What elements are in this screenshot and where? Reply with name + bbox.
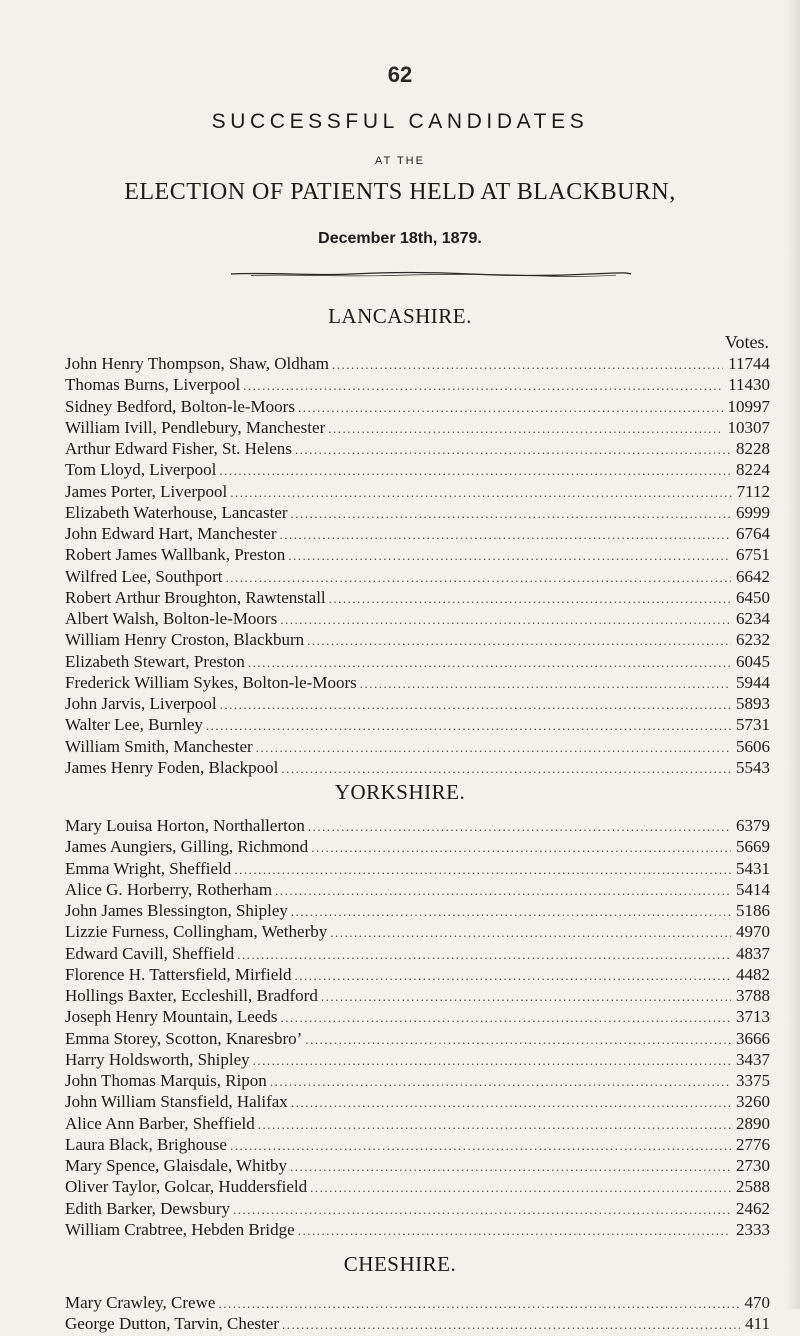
candidate-name: John Henry Thompson, Shaw, Oldham (65, 354, 329, 373)
candidate-name: Emma Storey, Scotton, Knaresbro’ (65, 1028, 303, 1048)
dot-leader (291, 901, 731, 922)
candidate-row (65, 879, 770, 900)
candidate-votes: 5606 (736, 736, 770, 756)
page-number: 62 (387, 62, 413, 87)
candidate-name: Elizabeth Stewart, Preston (65, 651, 245, 671)
candidate-name: Wilfred Lee, Southport (65, 566, 223, 586)
dot-leader (234, 859, 731, 880)
candidate-name: Arthur Edward Fisher, St. Helens (65, 439, 292, 458)
candidate-row (65, 693, 770, 714)
dot-leader (243, 375, 723, 396)
candidate-name: Edith Barker, Dewsbury (65, 1198, 231, 1218)
candidate-votes: 10307 (727, 417, 770, 437)
candidate-votes: 2730 (736, 1156, 770, 1175)
candidate-name: Edward Cavill, Sheffield (65, 943, 235, 963)
candidate-votes: 6999 (736, 502, 770, 522)
candidate-votes: 6450 (736, 587, 770, 607)
candidate-votes: 7112 (736, 481, 770, 501)
dot-leader (288, 545, 731, 566)
candidate-row (65, 921, 770, 942)
dot-leader (328, 418, 722, 439)
dot-leader (332, 354, 723, 375)
candidate-votes: 2776 (736, 1134, 770, 1154)
candidate-votes: 6642 (736, 566, 770, 586)
candidate-name: John Edward Hart, Manchester (65, 524, 277, 543)
candidate-row (65, 964, 770, 985)
candidate-row (65, 1219, 770, 1240)
dot-leader (305, 1029, 731, 1050)
candidate-votes: 6764 (736, 524, 770, 543)
heading-successful-candidates: SUCCESSFUL CANDIDATES (211, 110, 589, 133)
dot-leader (248, 652, 731, 673)
candidate-name: William Henry Croston, Blackburn (65, 630, 305, 650)
candidate-name: Hollings Baxter, Eccleshill, Bradford (65, 986, 318, 1005)
candidate-votes: 6379 (736, 816, 770, 835)
candidate-row (65, 374, 770, 395)
candidate-row (65, 1134, 770, 1155)
candidate-row (65, 1006, 770, 1027)
candidate-votes: 6751 (736, 545, 770, 565)
candidate-votes: 6045 (736, 651, 770, 671)
candidate-name: John William Stansfield, Halifax (65, 1092, 288, 1112)
candidate-name: Albert Walsh, Bolton-le-Moors (65, 609, 278, 628)
candidate-row (65, 502, 770, 523)
candidate-votes: 5543 (736, 757, 770, 777)
candidate-name: William Ivill, Pendlebury, Manchester (65, 417, 326, 437)
dot-leader (233, 1199, 731, 1220)
candidate-name: James Aungiers, Gilling, Richmond (65, 837, 309, 857)
candidate-name: William Smith, Manchester (65, 736, 253, 756)
candidate-row (65, 858, 770, 879)
candidate-votes: 3713 (736, 1007, 770, 1027)
candidate-name: Emma Wright, Sheffield (65, 858, 232, 878)
candidate-votes: 2333 (736, 1219, 770, 1239)
candidate-name: Harry Holdsworth, Shipley (65, 1049, 250, 1069)
candidate-votes: 5414 (736, 879, 770, 899)
candidate-votes: 6234 (736, 609, 770, 628)
dot-leader (275, 880, 731, 901)
candidate-votes: 3666 (736, 1028, 770, 1048)
candidate-name: Frederick William Sykes, Bolton-le-Moors (65, 672, 357, 692)
candidate-row (65, 1070, 770, 1091)
section-title-lancashire: LANCASHIRE. (328, 304, 472, 328)
candidate-row (65, 1155, 770, 1176)
candidate-row (65, 1028, 770, 1049)
candidate-row (65, 587, 770, 608)
candidate-row (65, 523, 770, 544)
dot-leader (219, 460, 731, 481)
dot-leader (360, 673, 731, 694)
candidate-row (65, 985, 770, 1006)
candidate-name: Lizzie Furness, Collingham, Wetherby (65, 922, 328, 942)
candidate-votes: 5893 (736, 694, 770, 713)
candidate-row (65, 1049, 770, 1070)
candidate-votes: 3788 (736, 986, 770, 1005)
dot-leader (258, 1114, 731, 1135)
candidate-row (65, 1292, 770, 1313)
dot-leader (295, 439, 731, 460)
candidate-votes: 4482 (736, 964, 770, 984)
candidate-row (65, 714, 770, 735)
candidate-votes: 2462 (736, 1198, 770, 1218)
candidate-row (65, 481, 770, 502)
candidate-row (65, 815, 770, 836)
candidate-name: Elizabeth Waterhouse, Lancaster (65, 502, 288, 522)
candidate-row (65, 396, 770, 417)
heading-at-the: AT THE (375, 155, 425, 167)
dot-leader (310, 1177, 731, 1198)
candidate-name: Thomas Burns, Liverpool (65, 375, 241, 395)
dot-leader (218, 1293, 739, 1314)
dot-leader (311, 837, 731, 858)
dot-leader (330, 922, 731, 943)
dot-leader (321, 986, 731, 1007)
candidate-votes: 3375 (736, 1071, 770, 1090)
dot-leader (307, 630, 731, 651)
candidate-name: Robert James Wallbank, Preston (65, 545, 286, 565)
candidate-row (65, 544, 770, 565)
candidate-name: George Dutton, Tarvin, Chester (65, 1314, 279, 1334)
candidate-name: Oliver Taylor, Golcar, Huddersfield (65, 1177, 308, 1197)
dot-leader (298, 397, 723, 418)
candidate-name: Sidney Bedford, Bolton-le-Moors (65, 396, 295, 416)
candidate-row (65, 736, 770, 757)
dot-leader (206, 715, 731, 736)
candidate-name: Mary Spence, Glaisdale, Whitby (65, 1156, 288, 1175)
ornamental-rule (231, 270, 631, 278)
candidate-row (65, 459, 770, 480)
dot-leader (329, 588, 731, 609)
candidate-votes: 2588 (736, 1177, 770, 1197)
candidate-name: Mary Louisa Horton, Northallerton (65, 816, 305, 835)
candidate-votes: 8228 (736, 439, 770, 458)
heading-election: ELECTION OF PATIENTS HELD AT BLACKBURN, (124, 179, 676, 205)
candidate-votes: 10997 (727, 396, 770, 416)
candidate-row (65, 353, 770, 374)
candidate-name: Alice Ann Barber, Sheffield (65, 1113, 255, 1133)
candidate-votes: 4837 (736, 943, 770, 963)
candidate-votes: 8224 (736, 460, 770, 480)
candidate-row (65, 1113, 770, 1134)
candidate-row (65, 1198, 770, 1219)
candidate-name: Florence H. Tattersfield, Mirfield (65, 964, 292, 984)
candidate-votes: 5944 (736, 672, 770, 692)
candidate-row (65, 608, 770, 629)
candidate-votes: 411 (745, 1314, 770, 1334)
candidate-row (65, 757, 770, 778)
candidate-name: John Jarvis, Liverpool (65, 694, 217, 713)
dot-leader (220, 694, 731, 715)
dot-leader (308, 816, 731, 837)
dot-leader (291, 1092, 731, 1113)
candidate-name: Robert Arthur Broughton, Rawtenstall (65, 587, 326, 607)
candidate-name: Mary Crawley, Crewe (65, 1293, 216, 1312)
candidate-row (65, 566, 770, 587)
dot-leader (280, 609, 731, 630)
dot-leader (295, 965, 731, 986)
section-title-cheshire: CHESHIRE. (343, 1252, 457, 1276)
dot-leader (280, 1007, 731, 1028)
dot-leader (290, 1156, 731, 1177)
votes-column-header: Votes. (724, 332, 769, 352)
candidate-name: Joseph Henry Mountain, Leeds (65, 1007, 278, 1027)
lancashire-list (65, 353, 770, 778)
candidate-row (65, 629, 770, 650)
cheshire-list (65, 1292, 770, 1335)
candidate-votes: 11430 (728, 375, 770, 395)
dot-leader (298, 1220, 731, 1241)
dot-leader (230, 1135, 731, 1156)
dot-leader (256, 737, 731, 758)
candidate-name: James Henry Foden, Blackpool (65, 757, 279, 777)
candidate-votes: 5731 (736, 715, 770, 735)
section-title-yorkshire: YORKSHIRE. (334, 780, 466, 804)
candidate-votes: 5431 (736, 858, 770, 878)
candidate-row (65, 417, 770, 438)
candidate-votes: 470 (744, 1293, 770, 1312)
candidate-votes: 11744 (728, 354, 770, 373)
candidate-votes: 2890 (736, 1113, 770, 1133)
candidate-row (65, 836, 770, 857)
candidate-votes: 4970 (736, 922, 770, 942)
candidate-name: William Crabtree, Hebden Bridge (65, 1219, 295, 1239)
candidate-row (65, 900, 770, 921)
candidate-row (65, 1313, 770, 1334)
candidate-name: Laura Black, Brighouse (65, 1134, 227, 1154)
dot-leader (281, 758, 731, 779)
candidate-votes: 5669 (736, 837, 770, 857)
dot-leader (225, 567, 731, 588)
candidate-name: James Porter, Liverpool (65, 481, 228, 501)
candidate-row (65, 438, 770, 459)
candidate-votes: 3260 (736, 1092, 770, 1112)
candidate-name: Walter Lee, Burnley (65, 715, 203, 735)
candidate-votes: 6232 (736, 630, 770, 650)
dot-leader (237, 944, 731, 965)
candidate-votes: 5186 (736, 901, 770, 920)
dot-leader (253, 1050, 731, 1071)
candidate-name: Tom Lloyd, Liverpool (65, 460, 217, 480)
candidate-name: John Thomas Marquis, Ripon (65, 1071, 267, 1090)
dot-leader (280, 524, 732, 545)
dot-leader (291, 503, 731, 524)
candidate-name: Alice G. Horberry, Rotherham (65, 879, 273, 899)
candidate-row (65, 1091, 770, 1112)
yorkshire-list (65, 815, 770, 1240)
candidate-votes: 3437 (736, 1049, 770, 1069)
candidate-row (65, 1176, 770, 1197)
candidate-row (65, 943, 770, 964)
dot-leader (270, 1071, 731, 1092)
candidate-name: John James Blessington, Shipley (65, 901, 288, 920)
candidate-row (65, 672, 770, 693)
dot-leader (282, 1314, 740, 1335)
heading-date: December 18th, 1879. (318, 230, 482, 247)
candidate-row (65, 651, 770, 672)
dot-leader (230, 482, 731, 503)
